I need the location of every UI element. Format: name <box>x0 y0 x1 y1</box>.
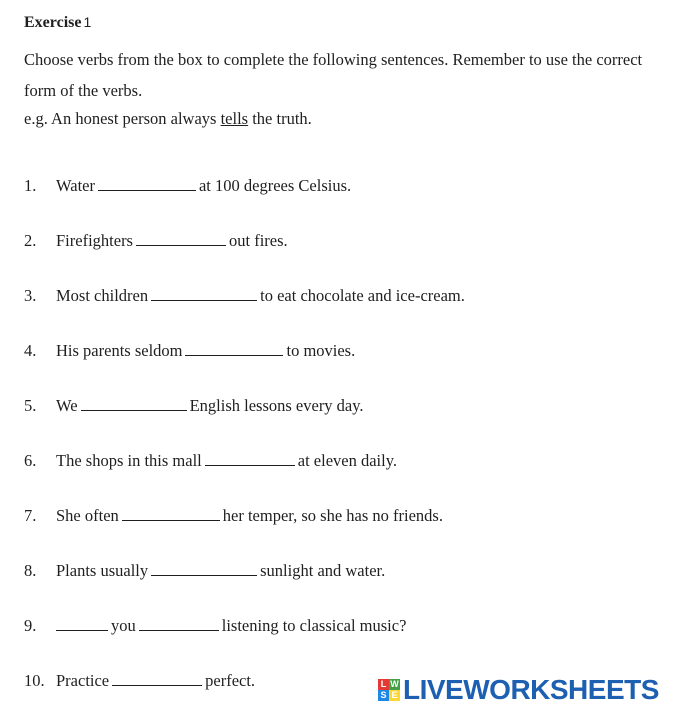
answer-blank[interactable] <box>112 671 202 686</box>
answer-blank[interactable] <box>56 616 108 631</box>
question-text: She often <box>56 506 119 525</box>
question-text: We <box>56 396 78 415</box>
logo-mark-icon <box>378 679 400 701</box>
question-number: 7. <box>24 506 37 525</box>
question-number: 1. <box>24 176 37 195</box>
question-text: listening to classical music? <box>221 616 407 635</box>
question-5 <box>24 396 364 416</box>
question-number: 2. <box>24 231 37 250</box>
question-number: 10. <box>24 671 45 690</box>
question-text: you <box>111 616 136 635</box>
question-9 <box>24 616 406 636</box>
answer-blank[interactable] <box>81 396 187 411</box>
liveworksheets-logo[interactable] <box>378 674 659 706</box>
example-after: the truth. <box>248 109 312 128</box>
question-text: her temper, so she has no friends. <box>222 506 443 525</box>
question-2 <box>24 231 288 251</box>
logo-text: LIVEWORKSHEETS <box>403 674 659 705</box>
question-text: His parents seldom <box>56 341 183 360</box>
example-sentence <box>24 109 312 129</box>
question-text: Firefighters <box>56 231 133 250</box>
question-text: out fires. <box>228 231 288 250</box>
question-number: 4. <box>24 341 37 360</box>
question-text: at 100 degrees Celsius. <box>198 176 352 195</box>
answer-blank[interactable] <box>151 561 257 576</box>
question-number: 5. <box>24 396 37 415</box>
logo-mark-letter: S <box>378 690 389 701</box>
question-7 <box>24 506 443 526</box>
question-text: Practice <box>56 671 110 690</box>
question-3 <box>24 286 465 306</box>
answer-blank[interactable] <box>139 616 219 631</box>
example-before: e.g. An honest person always <box>24 109 221 128</box>
question-8 <box>24 561 385 581</box>
exercise-number: 1 <box>83 14 92 30</box>
question-number: 9. <box>24 616 37 635</box>
question-text: to eat chocolate and ice-cream. <box>260 286 465 305</box>
question-text: to movies. <box>286 341 356 360</box>
answer-blank[interactable] <box>205 451 295 466</box>
logo-mark-letter: E <box>389 690 400 701</box>
exercise-title-label: Exercise <box>24 14 82 31</box>
question-4 <box>24 341 355 361</box>
question-number: 8. <box>24 561 37 580</box>
exercise-title <box>24 14 91 32</box>
question-text: at eleven daily. <box>297 451 398 470</box>
question-text: The shops in this mall <box>56 451 202 470</box>
logo-mark-letter: L <box>378 679 389 690</box>
instructions: Choose verbs from the box to complete the following sentences. Remember to use the correct form of the verbs. <box>24 50 643 100</box>
question-1 <box>24 176 351 196</box>
example-answer: tells <box>220 109 249 128</box>
answer-blank[interactable] <box>98 176 196 191</box>
question-10 <box>24 671 255 691</box>
question-text: English lessons every day. <box>189 396 364 415</box>
answer-blank[interactable] <box>151 286 257 301</box>
answer-blank[interactable] <box>136 231 226 246</box>
question-text: perfect. <box>205 671 256 690</box>
question-number: 6. <box>24 451 37 470</box>
question-text: sunlight and water. <box>260 561 386 580</box>
question-number: 3. <box>24 286 37 305</box>
logo-mark-letter: W <box>390 679 399 689</box>
question-text: Water <box>56 176 95 195</box>
question-text: Most children <box>56 286 149 305</box>
question-6 <box>24 451 397 471</box>
answer-blank[interactable] <box>122 506 220 521</box>
question-text: Plants usually <box>56 561 149 580</box>
answer-blank[interactable] <box>185 341 283 356</box>
